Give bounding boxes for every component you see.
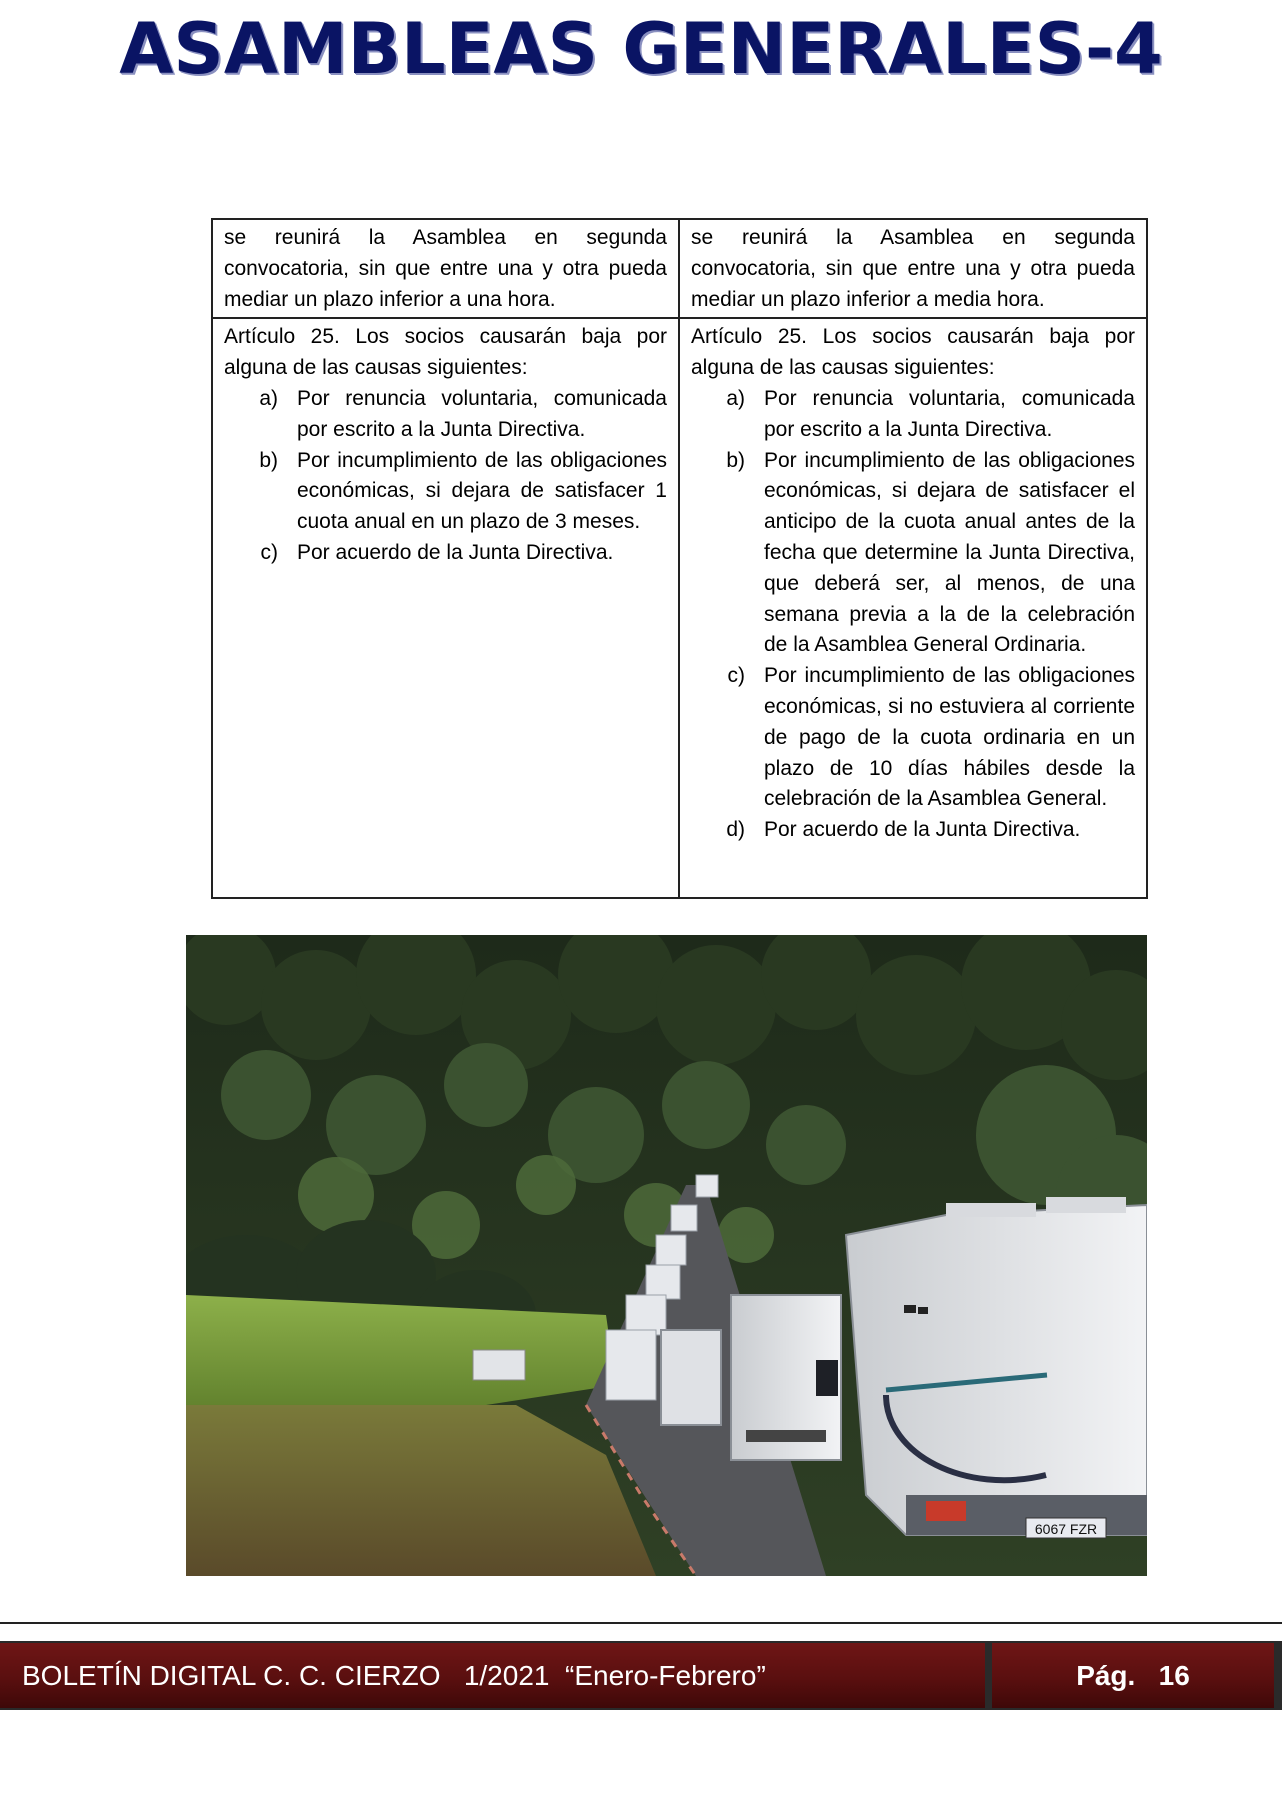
item-text: Por incumplimiento de las obligaciones económicas, si dejara de satisfacer 1 cuota anual en un plazo de 3 meses. (297, 448, 667, 534)
item-text: Por acuerdo de la Junta Directiva. (297, 540, 614, 564)
item-text: Por acuerdo de la Junta Directiva. (764, 818, 1081, 842)
footer-publication: BOLETÍN DIGITAL C. C. CIERZO 1/2021 “Enero-Febrero” (0, 1643, 985, 1708)
motorhome-caravan-photo (186, 935, 1147, 1576)
item-text: Por incumplimiento de las obligaciones económicas, si dejara de satisfacer el anticipo de la cuota anual antes de la fecha que determine la Junta Directiva, que deberá ser, al menos, de una semana previa a la de la celebración de la Asamblea General Ordinaria. (764, 448, 1135, 657)
comparison-table (211, 218, 1148, 899)
list-item (247, 446, 667, 538)
photo-illustration (186, 935, 1147, 1576)
footer-page-number: Pág. 16 (992, 1643, 1274, 1708)
cell-new-convocatoria: se reunirá la Asamblea en segunda convocatoria, sin que entre una y otra pueda mediar un plazo inferior a media hora. (679, 219, 1147, 318)
list-item (247, 384, 667, 446)
list-item (714, 446, 1135, 662)
item-mark: b) (259, 448, 278, 472)
list-item (714, 661, 1135, 815)
item-list (224, 384, 667, 569)
item-mark: c) (260, 540, 278, 564)
license-plate: 6067 FZR (1034, 1521, 1098, 1537)
cell-new-articulo-25 (679, 318, 1147, 898)
item-text: Por renuncia voluntaria, comunicada por escrito a la Junta Directiva. (764, 386, 1135, 441)
item-mark: c) (727, 664, 745, 688)
item-text: Por renuncia voluntaria, comunicada por escrito a la Junta Directiva. (297, 386, 667, 441)
article-intro: Artículo 25. Los socios causarán baja por alguna de las causas siguientes: (224, 325, 667, 380)
list-item (247, 538, 667, 569)
page-title: ASAMBLEAS GENERALES-4 (119, 8, 1163, 90)
item-mark: a) (726, 386, 745, 410)
cell-old-articulo-25 (212, 318, 679, 898)
item-text: Por incumplimiento de las obligaciones económicas, si no estuviera al corriente de pago de la cuota ordinaria en un plazo de 10 días hábiles desde la celebración de la Asamblea General. (764, 664, 1135, 811)
article-intro: Artículo 25. Los socios causarán baja por alguna de las causas siguientes: (691, 325, 1135, 380)
table-row (212, 318, 1147, 898)
cell-old-convocatoria: se reunirá la Asamblea en segunda convocatoria, sin que entre una y otra pueda mediar un plazo inferior a una hora. (212, 219, 679, 318)
table-row (212, 219, 1147, 318)
item-mark: b) (726, 448, 745, 472)
item-mark: a) (259, 386, 278, 410)
item-mark: d) (726, 818, 745, 842)
footer-rule (0, 1622, 1282, 1624)
list-item (714, 815, 1135, 846)
list-item (714, 384, 1135, 446)
item-list (691, 384, 1135, 846)
